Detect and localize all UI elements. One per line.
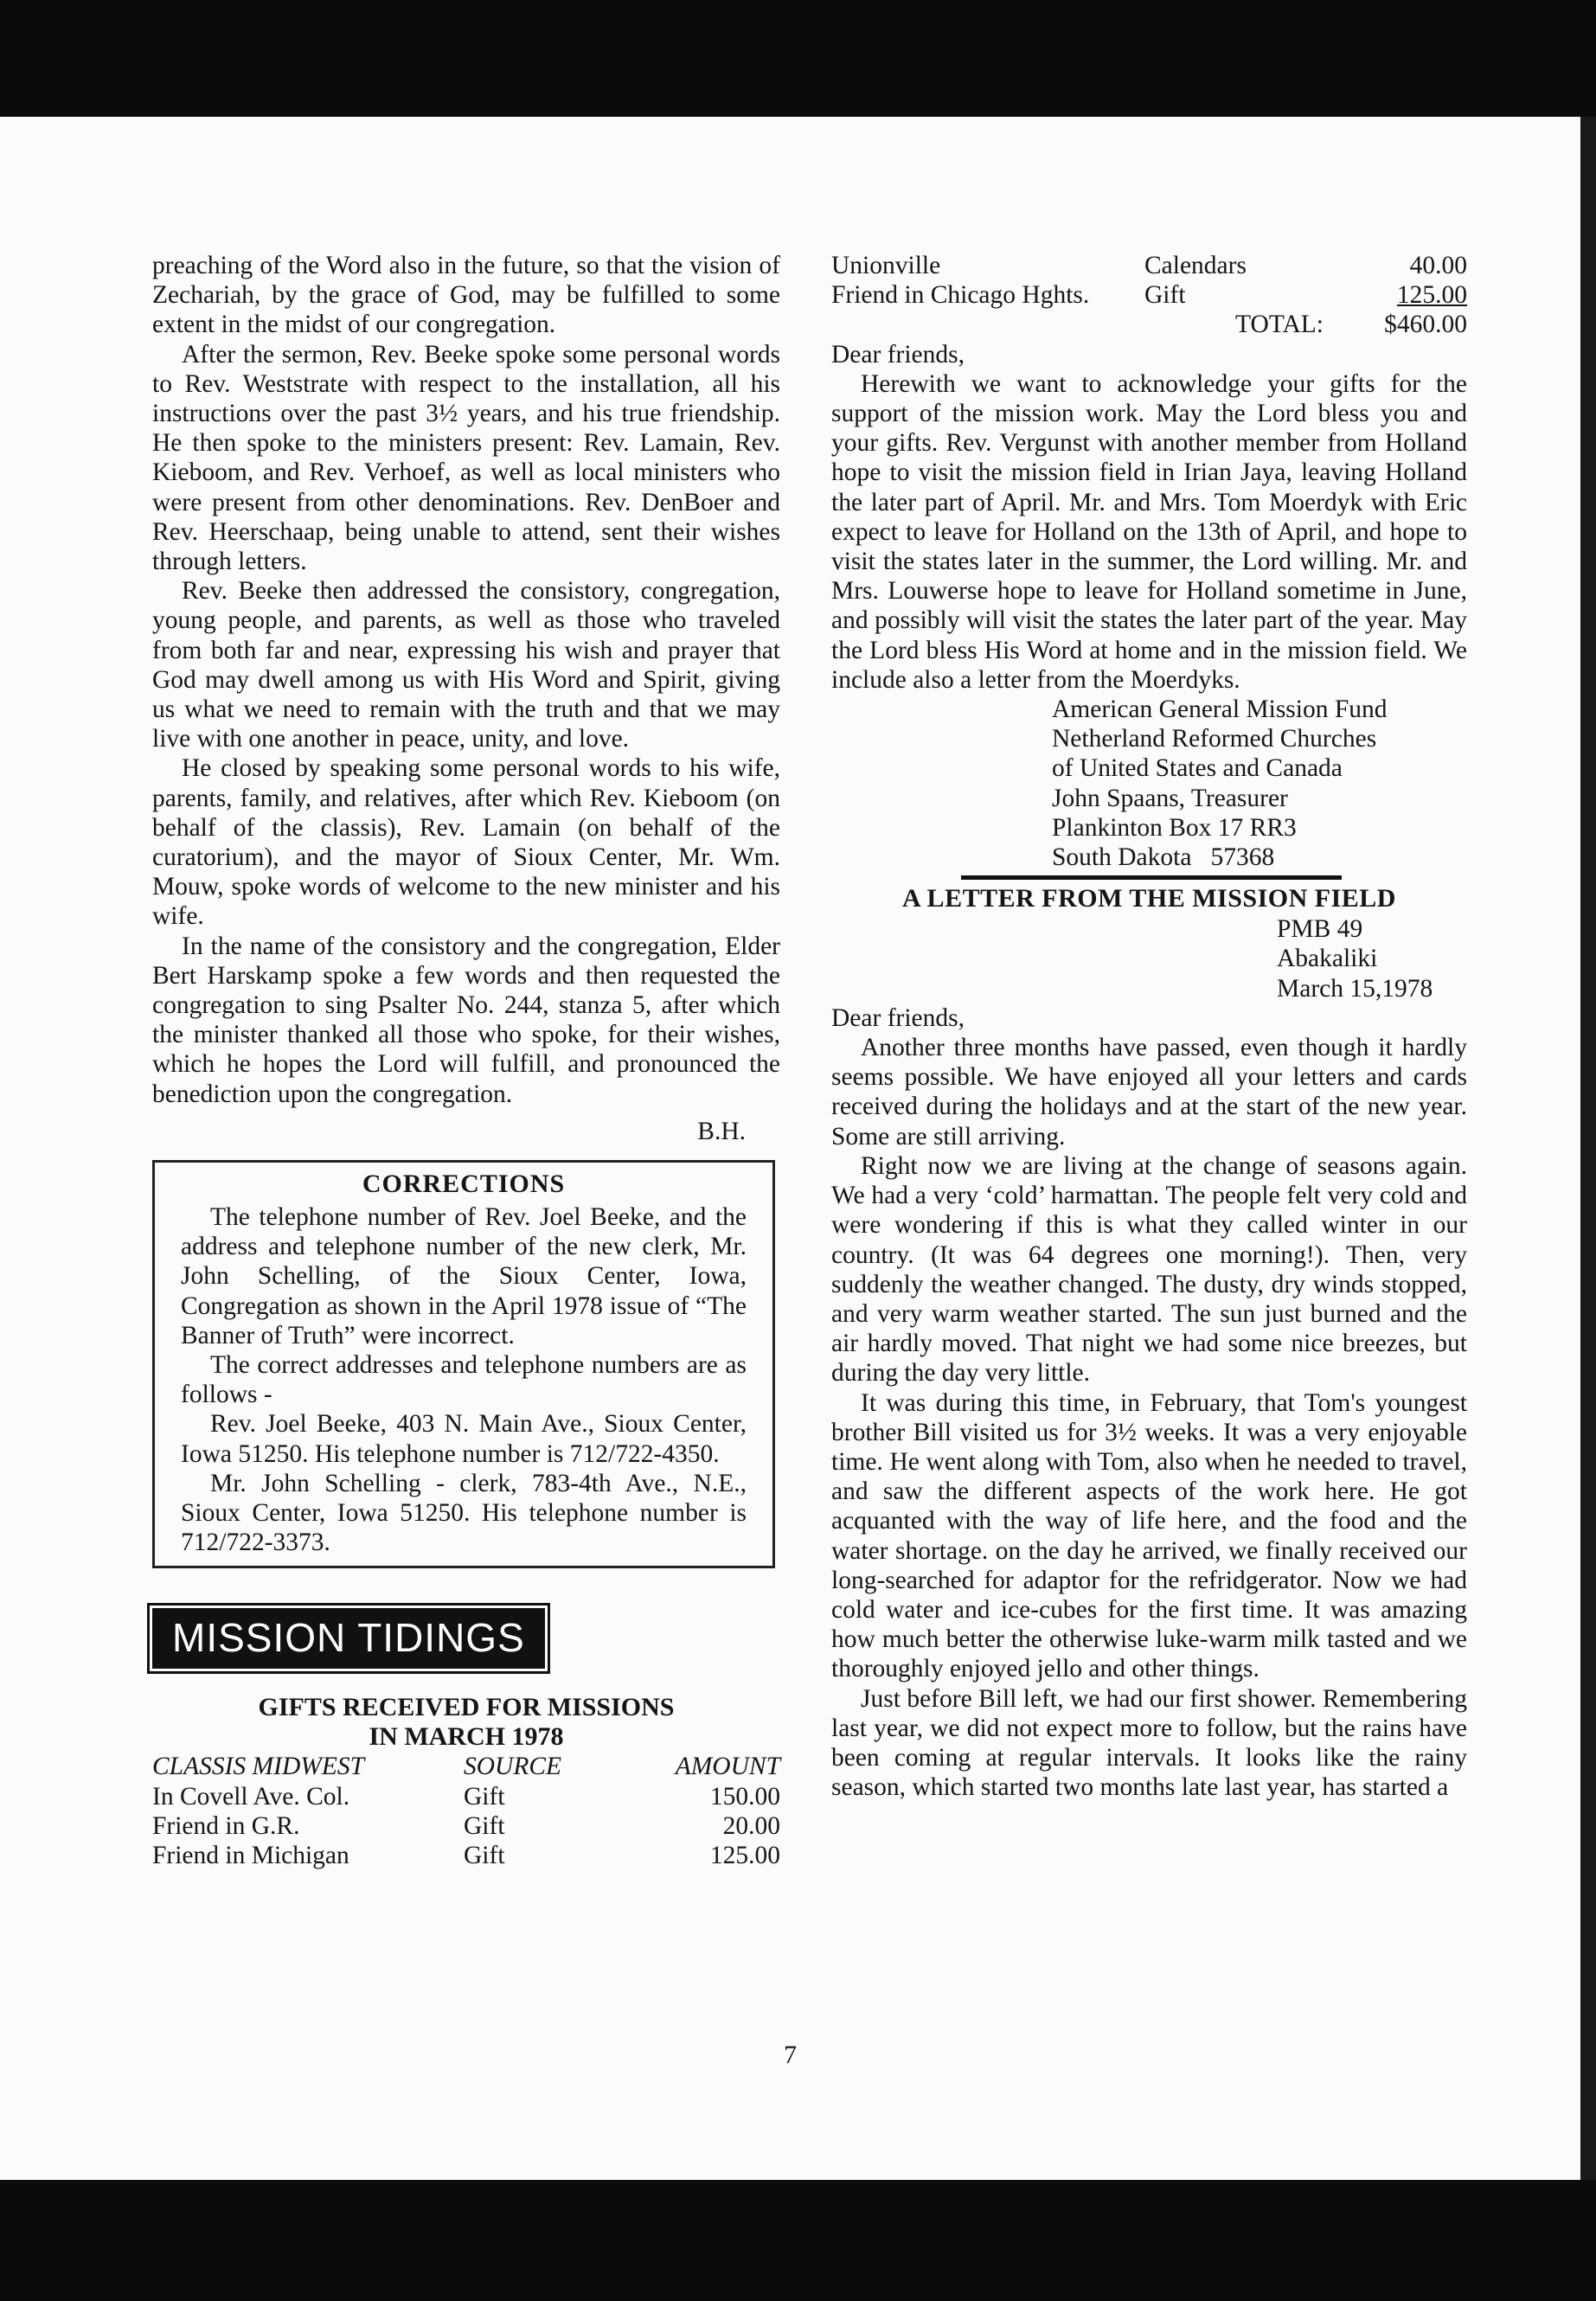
gifts-title [152, 1693, 780, 1752]
table-row [152, 1811, 780, 1841]
table-row [831, 280, 1467, 310]
fund-amount: 125.00 [1396, 281, 1467, 310]
gifts-title-line: GIFTS RECEIVED FOR MISSIONS [258, 1693, 675, 1722]
gift-amount: 20.00 [722, 1811, 780, 1840]
address-line: Plankinton Box 17 RR3 [1052, 813, 1297, 842]
table-row [152, 1782, 780, 1811]
article-paragraph: Rev. Beeke then addressed the consistory, congregation, young people, and parents, as well as those who traveled from both far and near, expressing his wish and prayer that God may dwell among us with His Word and Spirit, giving us what we need to remain with the truth and that we may live with one another in peace, unity, and love. [152, 577, 780, 753]
fund-donor: Unionville [831, 252, 941, 279]
gifts-title-line: IN MARCH 1978 [369, 1722, 564, 1752]
gifts-table [152, 1752, 780, 1870]
gifts-header: SOURCE [464, 1753, 562, 1781]
corrections-paragraph: Rev. Joel Beeke, 403 N. Main Ave., Sioux Center, Iowa 51250. His telephone number is 712/722-4350. [181, 1410, 747, 1468]
address-line: PMB 49 [1277, 915, 1363, 944]
page-number: 7 [784, 2041, 797, 2069]
fund-source: Gift [1144, 281, 1186, 310]
address-line: John Spaans, Treasurer [1052, 784, 1288, 812]
corrections-paragraph: The telephone number of Rev. Joel Beeke, and the address and telephone number of the new clerk, Mr. John Schelling, of the Sioux Center, Iowa, Congregation as shown in the April 1978 issue of “The Banner of Truth” were incorrect. [181, 1202, 747, 1349]
corrections-paragraph: The correct addresses and telephone numbers are as follows - [181, 1350, 747, 1409]
section-divider [961, 875, 1342, 880]
total-row [831, 310, 1467, 339]
gift-source: Gift [464, 1811, 505, 1840]
scan-edge [1580, 117, 1596, 2180]
address-line: Abakaliki [1277, 945, 1378, 973]
corrections-box [152, 1160, 775, 1568]
gift-donor: In Covell Ave. Col. [152, 1782, 350, 1811]
corrections-paragraph: Mr. John Schelling - clerk, 783-4th Ave., N.E., Sioux Center, Iowa 51250. His telephone number is 712/722-3373. [181, 1469, 747, 1557]
table-row [152, 1841, 780, 1870]
total-label: TOTAL: [1235, 311, 1324, 339]
gift-donor: Friend in Michigan [152, 1841, 349, 1869]
article-paragraph: It was during this time, in February, that Tom's youngest brother Bill visited us for 3½ weeks. It was a very enjoyable time. He went along with Tom, also when he needed to travel, and saw the different aspects of the work here. He got acquanted with the way of life here, and the food and the water shortage. on the day he arrived, we finally received our long-searched for adaptor for the refridgerator. Now we had cold water and ice-cubes for the first time. It was amazing how much better the otherwise luke-warm milk tasted and we thoroughly enjoyed jello and other things. [831, 1388, 1467, 1683]
left-column [152, 251, 780, 1870]
gift-amount: 150.00 [709, 1782, 780, 1811]
address-line: of United States and Canada [1052, 754, 1343, 783]
fund-source: Calendars [1144, 252, 1247, 279]
gifts-header: CLASSIS MIDWEST [152, 1753, 365, 1781]
table-row [831, 251, 1467, 280]
corrections-title: CORRECTIONS [362, 1169, 566, 1198]
address-line: Netherland Reformed Churches [1052, 725, 1377, 753]
right-column [831, 251, 1467, 1802]
mission-tidings-banner: MISSION TIDINGS [152, 1608, 545, 1669]
article-paragraph: He closed by speaking some personal words to his wife, parents, family, and relatives, after which Rev. Kieboom (on behalf of the classis), Rev. Lamain (on behalf of the curatorium), and the mayor of Sioux Center, Mr. Wm. Mouw, spoke words of welcome to the new minister and his wife. [152, 754, 780, 931]
gift-source: Gift [464, 1782, 505, 1811]
fund-table [831, 251, 1467, 340]
treasurer-address [1052, 695, 1467, 872]
salutation: Dear friends, [831, 1003, 965, 1032]
fund-donor: Friend in Chicago Hghts. [831, 281, 1090, 310]
article-paragraph: Herewith we want to acknowledge your gifts for the support of the mission work. May the Lord bless you and your gifts. Rev. Vergunst with another member from Holland hope to visit the mission field in Irian Jaya, leaving Holland the later part of April. Mr. and Mrs. Tom Moerdyk with Eric expect to leave for Holland on the 13th of April, and hope to visit the states later in the summer, the Lord willing. Mr. and Mrs. Louwerse hope to leave for Holland sometime in June, and possibly will visit the states the later part of the year. May the Lord bless His Word at home and in the mission field. We include also a letter from the Moerdyks. [831, 369, 1467, 694]
article-paragraph: preaching of the Word also in the future, so that the vision of Zechariah, by the grace of God, may be fulfilled to some extent in the midst of our congregation. [152, 252, 780, 339]
address-line: South Dakota 57368 [1052, 843, 1275, 872]
letter-title: A LETTER FROM THE MISSION FIELD [902, 884, 1396, 913]
article-paragraph: After the sermon, Rev. Beeke spoke some personal words to Rev. Weststrate with respect to the installation, all his instructions over the past 3½ years, and his true friendship. He then spoke to the ministers present: Rev. Lamain, Rev. Kieboom, and Rev. Verhoef, as well as local ministers who were present from other denominations. Rev. DenBoer and Rev. Heerschaap, being unable to attend, sent their wishes through letters. [152, 340, 780, 576]
gift-source: Gift [464, 1841, 505, 1869]
letter-address [1277, 914, 1467, 1003]
article-paragraph: In the name of the consistory and the congregation, Elder Bert Harskamp spoke a few words and then requested the congregation to sing Psalter No. 244, stanza 5, after which the minister thanked all those who spoke, for their wishes, which he hopes the Lord will fulfill, and pronounced the benediction upon the congregation. [152, 932, 780, 1108]
address-line: March 15,1978 [1277, 974, 1433, 1003]
gift-donor: Friend in G.R. [152, 1811, 300, 1840]
article-paragraph: Just before Bill left, we had our first shower. Remembering last year, we did not expect more to follow, but the rains have been coming at regular intervals. It looks like the rainy season, which started two months late last year, has started a [831, 1684, 1467, 1802]
gift-amount: 125.00 [709, 1841, 780, 1869]
salutation: Dear friends, [831, 340, 965, 369]
address-line: American General Mission Fund [1052, 695, 1388, 724]
article-paragraph: Another three months have passed, even though it hardly seems possible. We have enjoyed all your letters and cards received during the holidays and at the start of the new year. Some are still arriving. [831, 1034, 1467, 1150]
article-paragraph: Right now we are living at the change of seasons again. We had a very ‘cold’ harmattan. The people felt very cold and were wondering if this is what they called winter in our country. (It was 64 degrees one morning!). Then, very suddenly the weather changed. The dusty, dry winds stopped, and very warm weather started. The sun just burned and the air hardly moved. That night we had some nice breezes, but during the day very little. [831, 1151, 1467, 1388]
fund-amount: 40.00 [1409, 252, 1467, 279]
author-signature: B.H. [697, 1117, 746, 1145]
gifts-header: AMOUNT [675, 1753, 780, 1781]
gifts-header-row [152, 1752, 780, 1781]
total-value: $460.00 [1384, 311, 1467, 339]
